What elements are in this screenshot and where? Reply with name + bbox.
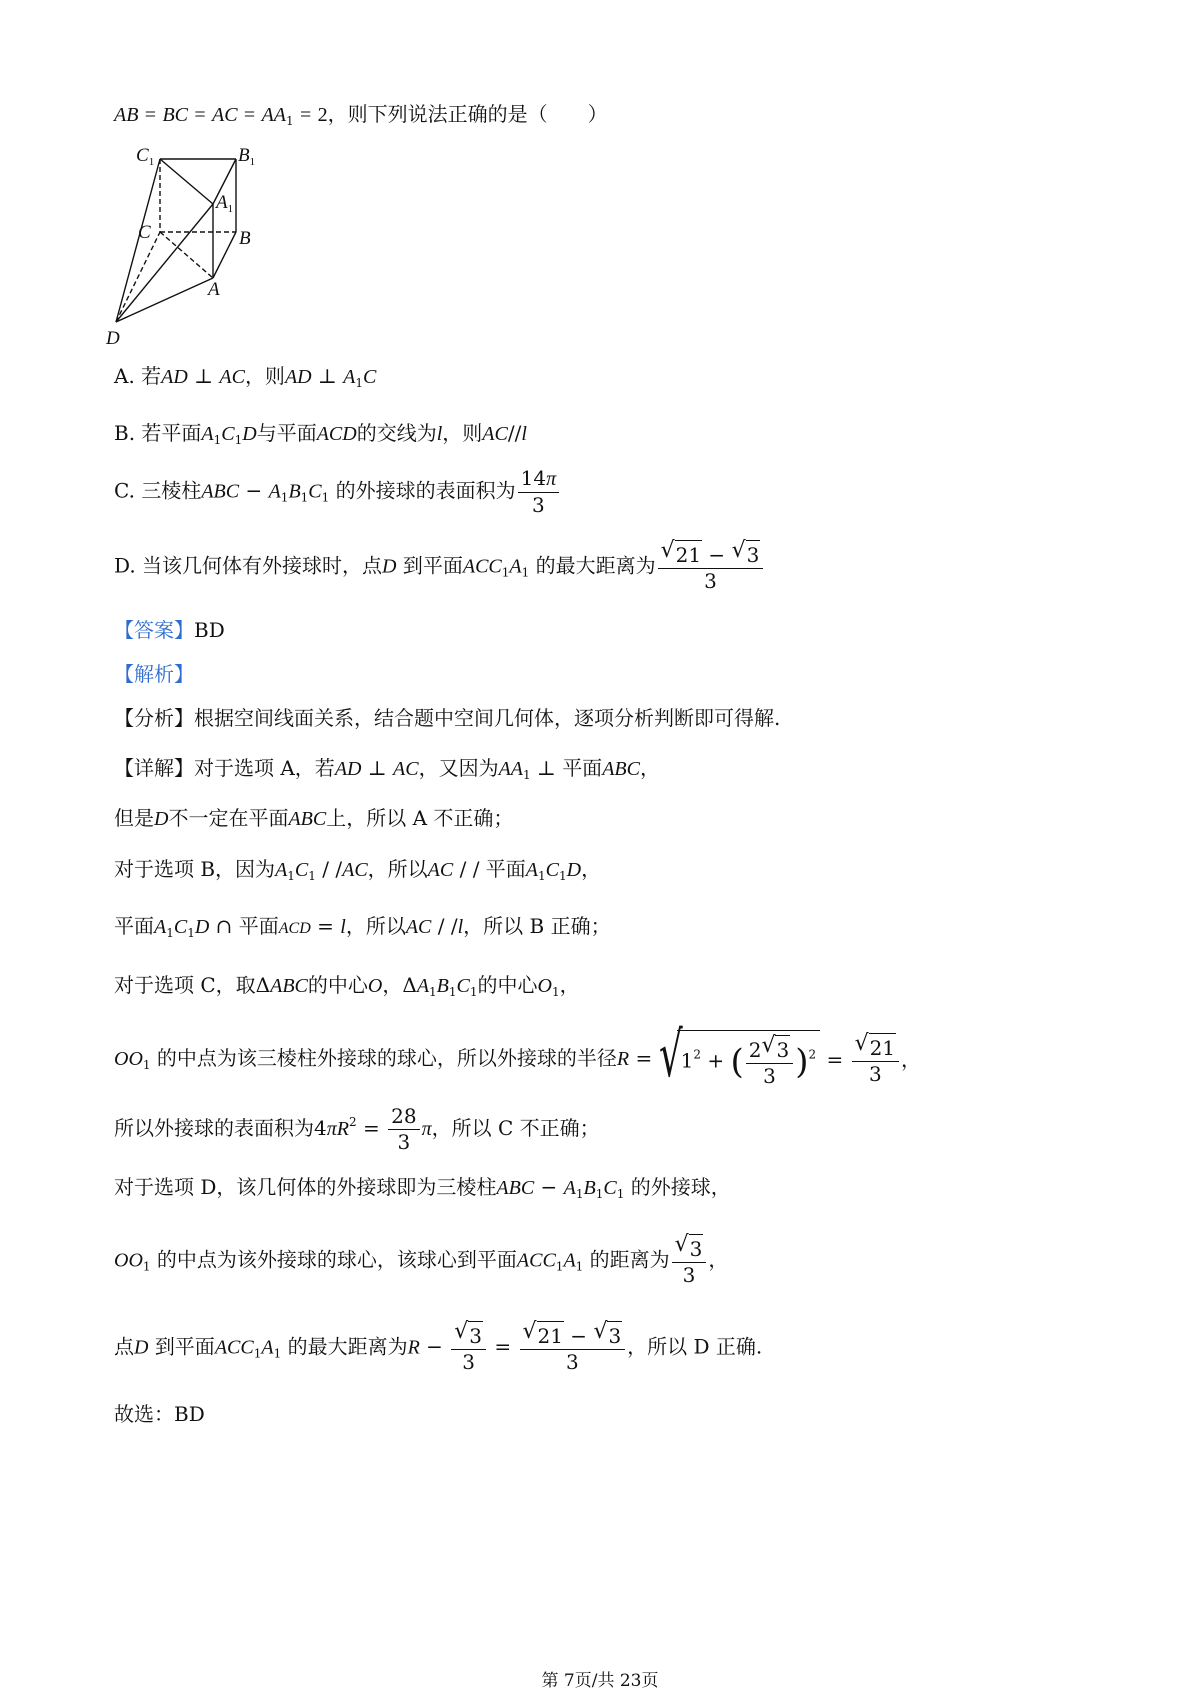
detail-l3b: ，所以 — [367, 857, 428, 881]
option-b-text4: ，则 — [442, 421, 483, 445]
detail-line-4: 平面$A_1C_1D$ ∩ 平面ACD = l，所以AC / /l，所以 B 正确； — [114, 914, 611, 940]
label-c1: $C_1$ — [136, 145, 155, 168]
detail-l5a: 对于选项 C，取 — [114, 973, 256, 997]
detail-l5d: 的中心 — [477, 973, 538, 997]
detail-l4a: 平面 — [114, 914, 154, 938]
detail-l8a: 对于选项 D，该几何体的外接球即为三棱柱 — [114, 1175, 497, 1199]
option-d-text2: 到平面 — [402, 553, 463, 578]
option-d-label: D. — [114, 553, 136, 578]
detail-l10d: ，所以 D 正确. — [627, 1334, 763, 1359]
detail-l9a: 的中点为该外接球的球心，该球心到平面 — [156, 1247, 517, 1272]
detail-l1a: 对于选项 A，若 — [194, 756, 335, 780]
option-d-text1: 当该几何体有外接球时，点 — [142, 553, 383, 578]
fenxi-line — [114, 708, 780, 728]
detail-l2a: 但是 — [114, 806, 154, 830]
label-c: C — [138, 222, 151, 243]
fenxi-text: 根据空间线面关系，结合题中空间几何体，逐项分析判断即可得解. — [194, 706, 781, 730]
label-d: D — [106, 328, 120, 349]
option-d-fraction: √ 21 − √ 3 3 — [658, 540, 764, 594]
option-c-fraction: $\frac{14\pi}{3}$ — [518, 466, 559, 518]
detail-l5e: ， — [559, 973, 580, 997]
detail-line-8: 对于选项 D，该几何体的外接球即为三棱柱ABC − $A_1B_1C_1$ 的外接球， — [114, 1175, 731, 1201]
option-c: C. 三棱柱ABC − $A_1B_1C_1$ 的外接球的表面积为 $\frac{14\pi}{3}$ — [114, 466, 561, 518]
option-a: A. 若AD ⊥ AC，则AD ⊥ $A_1C$ — [114, 364, 377, 390]
label-a: A — [208, 279, 220, 300]
detail-l4b: 平面 — [238, 914, 279, 938]
detail-line-11 — [114, 1404, 205, 1424]
detail-tag: 【详解】 — [114, 756, 194, 780]
option-b-text1: 若平面 — [141, 421, 202, 445]
label-b1: $B_1$ — [238, 145, 256, 168]
detail-l5c: ， — [382, 973, 403, 997]
detail-l4d: ，所以 B 正确； — [463, 914, 611, 938]
detail-l6b: ， — [901, 1047, 922, 1072]
detail-l6a: 的中点为该三棱柱外接球的球心，所以外接球的半径 — [156, 1046, 617, 1070]
detail-line-2: 但是D不一定在平面ABC上，所以 A 不正确； — [114, 806, 514, 830]
detail-line-7: 所以外接球的表面积为$4\pi R^2$ = $\frac{28}{3}$ π，所以 C 不正确； — [114, 1104, 600, 1154]
intro-condition: AB = BC = AC = $AA_1 = 2$，则下列说法正确的是（ ） — [114, 102, 608, 128]
option-d: D. 当该几何体有外接球时，点D 到平面$ACC_1A_1$ 的最大距离为 √ 21 − √ 3 3 — [114, 540, 765, 594]
analysis-tag-text: 【解析】 — [114, 662, 194, 686]
detail-l5b: 的中心 — [307, 973, 368, 997]
detail-l7a: 所以外接球的表面积为 — [114, 1116, 314, 1140]
answer-tag: 【答案】 — [114, 618, 194, 642]
page-footer: 第 7页/共 23页 — [541, 1671, 659, 1691]
detail-l3d: ， — [581, 857, 602, 881]
detail-l1d: ， — [639, 756, 660, 780]
detail-conclusion: 故选：BD — [114, 1402, 205, 1426]
detail-l9b: 的距离为 — [589, 1247, 670, 1272]
detail-l3a: 对于选项 B，因为 — [114, 857, 276, 881]
detail-line-6: $OO_1$ 的中点为该三棱柱外接球的球心，所以外接球的半径R = √ $1^2$ + ( 2 √ 3 3 )$^2$ = √ 21 3 ， — [114, 1018, 922, 1091]
analysis-tag — [114, 664, 194, 684]
option-a-text2: ，则 — [244, 364, 285, 388]
detail-l10a: 点 — [114, 1334, 134, 1359]
detail-l1c: 平面 — [562, 756, 603, 780]
detail-l10c: 的最大距离为 — [287, 1334, 408, 1359]
detail-l2b: 不一定在平面 — [168, 806, 289, 830]
intro-suffix: ，则下列说法正确的是（ ） — [327, 102, 608, 126]
answer-value: BD — [194, 618, 225, 642]
fenxi-tag: 【分析】 — [114, 706, 194, 730]
detail-l10b: 到平面 — [154, 1334, 215, 1359]
detail-l3c: 平面 — [485, 857, 526, 881]
detail-l2c: 上，所以 A 不正确； — [326, 806, 514, 830]
detail-line-10: 点D 到平面$ACC_1A_1$ 的最大距离为R − √ 3 3 = √ 21 − √ 3 3 ，所以 D 正确. — [114, 1319, 763, 1374]
detail-l7b: ，所以 C 不正确； — [431, 1116, 600, 1140]
option-b-text3: 的交线为 — [356, 421, 437, 445]
detail-line-5: 对于选项 C，取ΔABC的中心O，$\Delta A_1B_1C_1$的中心$O_1$， — [114, 973, 580, 999]
option-a-text1: 若 — [141, 364, 162, 388]
detail-l9c: ， — [708, 1247, 729, 1272]
detail-line-9: $OO_1$ 的中点为该外接球的球心，该球心到平面$ACC_1A_1$ 的距离为 √ 3 3 ， — [114, 1232, 729, 1287]
option-d-text3: 的最大距离为 — [535, 553, 656, 578]
detail-line-1: 【详解】对于选项 A，若AD ⊥ AC，又因为$AA_1$ ⊥ 平面ABC， — [114, 756, 660, 782]
prism-figure — [106, 145, 288, 362]
detail-l8b: 的外接球， — [630, 1175, 731, 1199]
option-a-label: A. — [114, 364, 135, 388]
label-a1: $A_1$ — [216, 192, 234, 215]
option-b-text2: 与平面 — [256, 421, 317, 445]
detail-l4c: ，所以 — [345, 914, 406, 938]
answer-line — [114, 620, 225, 640]
radius-sqrt: √ $1^2$ + ( 2 √ 3 3 )$^2$ — [659, 1030, 821, 1089]
option-c-text2: 的外接球的表面积为 — [335, 478, 516, 503]
detail-line-3: 对于选项 B，因为$A_1C_1 / /AC$，所以AC / / 平面$A_1C_1D$， — [114, 857, 602, 883]
option-b-label: B. — [114, 421, 136, 445]
option-c-text1: 三棱柱 — [141, 478, 202, 503]
label-b: B — [239, 228, 251, 249]
detail-l1b: ，又因为 — [418, 756, 499, 780]
option-c-label: C. — [114, 478, 135, 503]
option-b: B. 若平面$A_1C_1D$与平面ACD的交线为l，则AC//l — [114, 421, 527, 447]
